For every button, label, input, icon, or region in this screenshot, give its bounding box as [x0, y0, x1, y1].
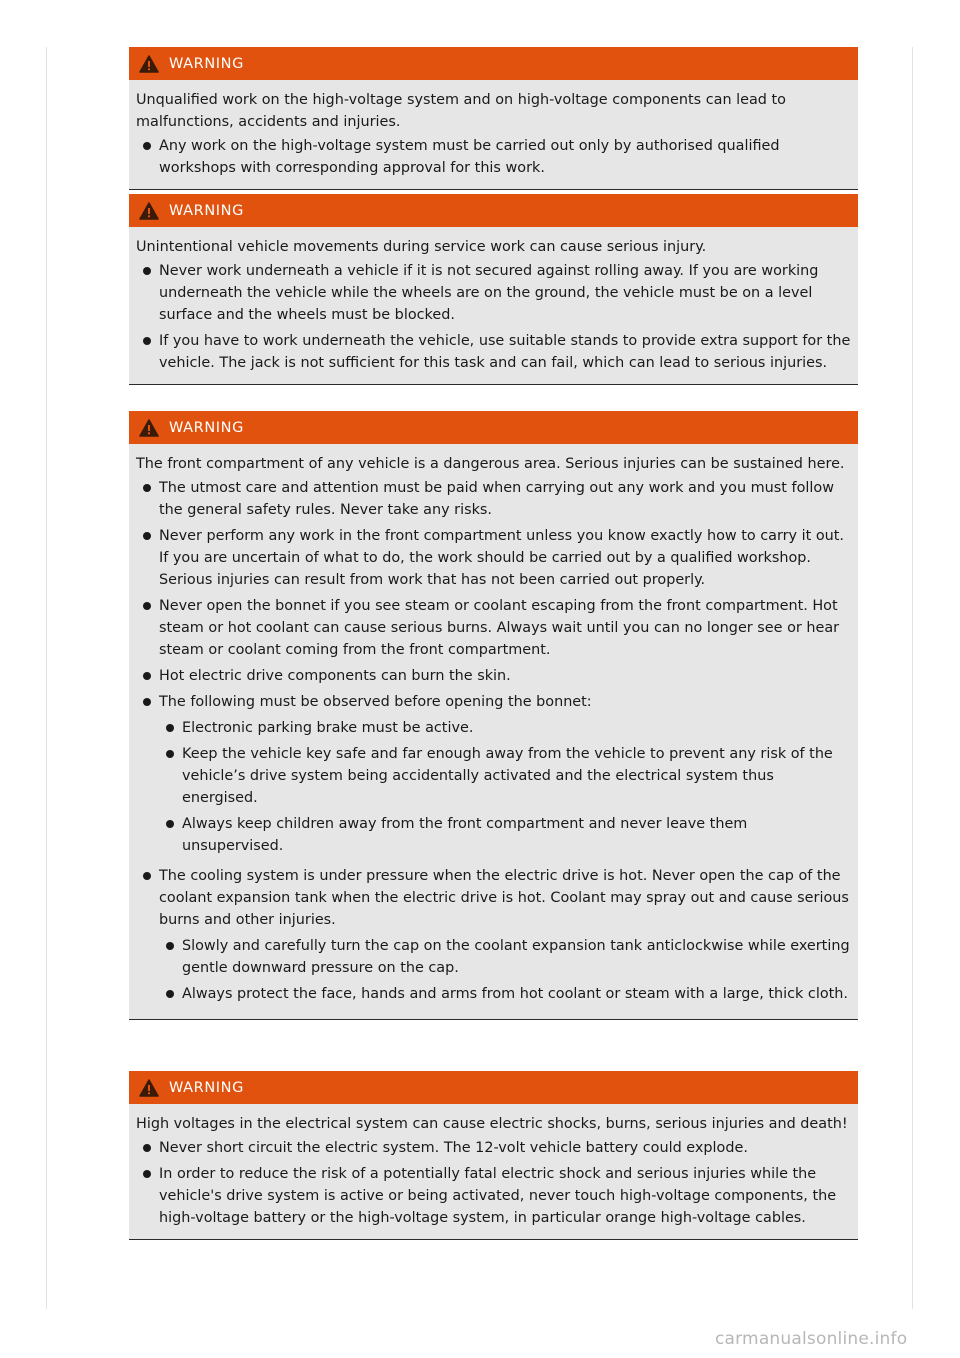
warning-title: WARNING — [169, 55, 244, 72]
warning-triangle-icon — [139, 55, 159, 73]
sub-list-item: Always keep children away from the front compartment and never leave them unsupervised. — [159, 813, 852, 857]
sub-list-item: Always protect the face, hands and arms from hot coolant or steam with a large, thick cloth. — [159, 983, 852, 1005]
sub-list-item: Keep the vehicle key safe and far enough away from the vehicle to prevent any risk of the vehicle’s drive system being accidentally activated and the electrical system thus energised. — [159, 743, 852, 809]
list-item: Hot electric drive components can burn the skin. — [136, 665, 852, 687]
bullet-list — [136, 1137, 852, 1229]
warning-box-high-voltages — [129, 1071, 858, 1240]
warning-body — [129, 80, 858, 189]
warning-box-front-compartment — [129, 411, 858, 1020]
sub-list-item: Slowly and carefully turn the cap on the coolant expansion tank anticlockwise while exerting gentle downward pressure on the cap. — [159, 935, 852, 979]
warning-intro: The front compartment of any vehicle is a dangerous area. Serious injuries can be sustained here. — [136, 456, 845, 472]
warning-title: WARNING — [169, 419, 244, 436]
warning-header — [129, 194, 858, 227]
bullet-list — [136, 260, 852, 374]
list-item-bonnet — [136, 691, 852, 857]
warning-header — [129, 411, 858, 444]
sub-list-item: Electronic parking brake must be active. — [159, 717, 852, 739]
warning-box-vehicle-movement — [129, 194, 858, 385]
list-item: Never open the bonnet if you see steam or coolant escaping from the front compartment. Hot steam or hot coolant can cause serious burns. Always wait until you can no longer see or hear steam or coolant coming from the front compartment. — [136, 595, 852, 661]
warning-box-high-voltage-work — [129, 47, 858, 190]
warning-body — [129, 227, 858, 384]
list-item: If you have to work underneath the vehicle, use suitable stands to provide extra support for the vehicle. The jack is not sufficient for this task and can fail, which can lead to serious injuries. — [136, 330, 852, 374]
list-item: The utmost care and attention must be paid when carrying out any work and you must follow the general safety rules. Never take any risks. — [136, 477, 852, 521]
list-item: Never short circuit the electric system. The 12-volt vehicle battery could explode. — [136, 1137, 852, 1159]
warning-title: WARNING — [169, 1079, 244, 1096]
list-item: Never perform any work in the front compartment unless you know exactly how to carry it out. If you are uncertain of what to do, the work should be carried out by a qualified workshop. Serious injuries can result from work that has not been carried out properly. — [136, 525, 852, 591]
warning-header — [129, 47, 858, 80]
list-item-cooling — [136, 865, 852, 1005]
warning-triangle-icon — [139, 419, 159, 437]
watermark: carmanualsonline.info — [715, 1329, 908, 1349]
page-margin-left — [46, 47, 47, 1309]
sub-bullet-list — [159, 717, 852, 857]
list-item: In order to reduce the risk of a potentially fatal electric shock and serious injuries while the vehicle's drive system is active or being activated, never touch high-voltage components, the high-voltage battery or the high-voltage system, in particular orange high-voltage cables. — [136, 1163, 852, 1229]
list-item-text: The following must be observed before opening the bonnet: — [159, 694, 592, 710]
warning-intro: Unintentional vehicle movements during service work can cause serious injury. — [136, 239, 707, 255]
list-item: Never work underneath a vehicle if it is not secured against rolling away. If you are working underneath the vehicle while the wheels are on the ground, the vehicle must be on a level surface and the wheels must be blocked. — [136, 260, 852, 326]
bullet-list — [136, 477, 852, 1005]
list-item: Any work on the high-voltage system must be carried out only by authorised qualified workshops with corresponding approval for this work. — [136, 135, 852, 179]
warning-body — [129, 1104, 858, 1239]
warning-body — [129, 444, 858, 1019]
bullet-list — [136, 135, 852, 179]
warning-intro: High voltages in the electrical system can cause electric shocks, burns, serious injuries and death! — [136, 1116, 848, 1132]
page-margin-right — [912, 47, 913, 1309]
warning-triangle-icon — [139, 1079, 159, 1097]
warning-header — [129, 1071, 858, 1104]
warning-intro: Unqualified work on the high-voltage system and on high-voltage components can lead to malfunctions, accidents and injuries. — [136, 92, 786, 130]
sub-bullet-list — [159, 935, 852, 1005]
list-item-text: The cooling system is under pressure when the electric drive is hot. Never open the cap of the coolant expansion tank when the electric drive is hot. Coolant may spray out and cause serious burns and other injuries. — [159, 868, 849, 928]
warning-title: WARNING — [169, 202, 244, 219]
warning-triangle-icon — [139, 202, 159, 220]
